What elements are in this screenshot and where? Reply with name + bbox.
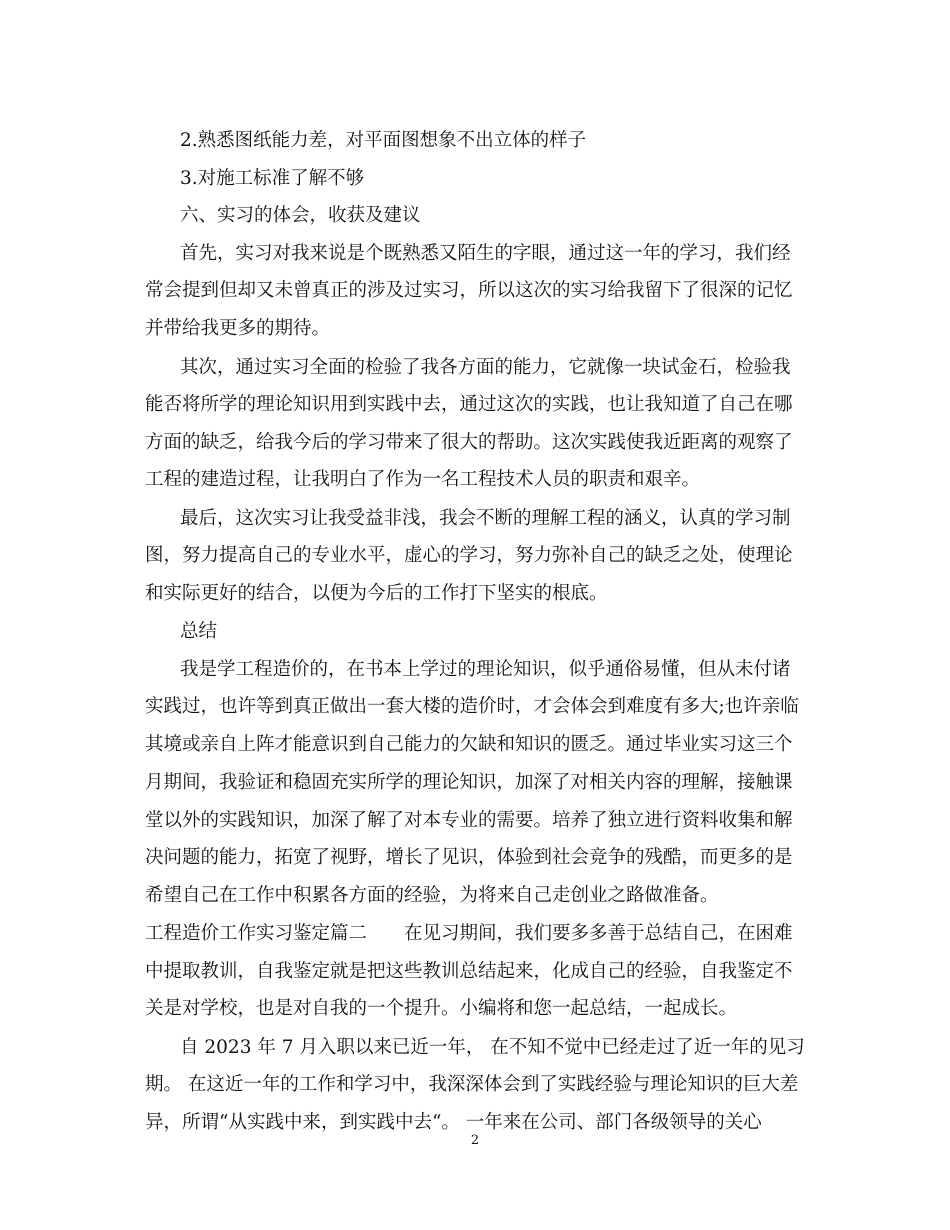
text-line: 堂以外的实践知识，加深了解了对本专业的需要。培养了独立进行资料收集和解 — [145, 810, 793, 831]
section-heading: 总结 — [180, 621, 218, 642]
text-line: 自 2023 年 7 月入职以来已近一年， 在不知不觉中已经走过了近一年的见习 — [180, 1037, 805, 1058]
text-line: 2.熟悉图纸能力差，对平面图想象不出立体的样子 — [180, 130, 587, 151]
text-line: 工程的建造过程，让我明白了作为一名工程技术人员的职责和艰辛。 — [145, 469, 701, 490]
text-line: 能否将所学的理论知识用到实践中去，通过这次的实践，也让我知道了自己在哪 — [145, 394, 793, 415]
text-line: 方面的缺乏，给我今后的学习带来了很大的帮助。这次实践使我近距离的观察了 — [145, 432, 793, 453]
text-line: 实践过，也许等到真正做出一套大楼的造价时，才会体会到难度有多大;也许亲临 — [145, 696, 799, 717]
text-line: 并带给我更多的期待。 — [145, 318, 331, 339]
text-line: 首先，实习对我来说是个既熟悉又陌生的字眼，通过这一年的学习，我们经 — [180, 243, 791, 264]
text-line: 其次，通过实习全面的检验了我各方面的能力，它就像一块试金石，检验我 — [180, 357, 791, 378]
text-line: 3.对施工标准了解不够 — [180, 168, 365, 189]
text-line: 其境或亲自上阵才能意识到自己能力的欠缺和知识的匮乏。通过毕业实习这三个 — [145, 734, 793, 755]
text-line: 关是对学校，也是对自我的一个提升。小编将和您一起总结，一起成长。 — [145, 998, 738, 1019]
text-line: 期。 在这近一年的工作和学习中，我深深体会到了实践经验与理论知识的巨大差 — [145, 1074, 799, 1095]
text-line: 图，努力提高自己的专业水平，虚心的学习，努力弥补自己的缺乏之处，使理论 — [145, 545, 793, 566]
section-heading: 工程造价工作实习鉴定篇二 在见习期间，我们要多多善于总结自己，在困难 — [145, 923, 793, 944]
page-number: 2 — [470, 1133, 480, 1148]
text-line: 和实际更好的结合，以便为今后的工作打下坚实的根底。 — [145, 583, 608, 604]
text-line: 常会提到但却又未曾真正的涉及过实习，所以这次的实习给我留下了很深的记忆 — [145, 280, 793, 301]
text-line: 最后，这次实习让我受益非浅，我会不断的理解工程的涵义，认真的学习制 — [180, 508, 791, 529]
text-line: 月期间，我验证和稳固充实所学的理论知识，加深了对相关内容的理解，接触课 — [145, 772, 793, 793]
text-line: 我是学工程造价的，在书本上学过的理论知识，似乎通俗易懂，但从未付诸 — [180, 659, 791, 680]
section-heading: 六、实习的体会，收获及建议 — [180, 205, 421, 226]
text-line: 希望自己在工作中积累各方面的经验，为将来自己走创业之路做准备。 — [145, 885, 719, 906]
text-line: 中提取教训，自我鉴定就是把这些教训总结起来，化成自己的经验，自我鉴定不 — [145, 961, 793, 982]
text-line: 决问题的能力，拓宽了视野，增长了见识，体验到社会竞争的残酷，而更多的是 — [145, 847, 793, 868]
text-line: 异，所谓“从实践中来，到实践中去“。 一年来在公司、部门各级领导的关心 — [145, 1112, 762, 1133]
